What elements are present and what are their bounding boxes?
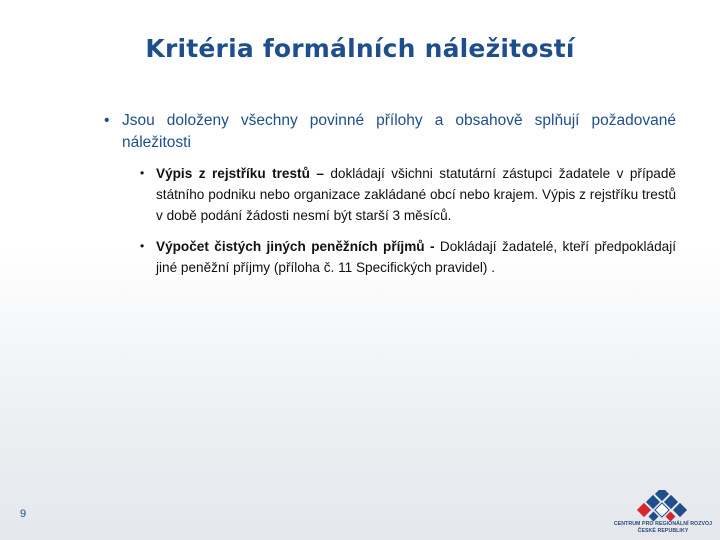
sub-bullet-text: dokládají všichni statutární zástupci žadatele v případě státního podniku nebo organizace zakládané obcí nebo krajem. Výpis z rejstříku trestů v době podání žádosti nesmí být starší 3 měsíců.: [156, 166, 676, 223]
bullet-icon: •: [104, 112, 110, 129]
sub-bullet-income: [140, 236, 676, 278]
sub-bullet-text: Dokládají žadatelé, kteří předpokládají jiné peněžní příjmy (příloha č. 11 Specifických pravidel) .: [156, 239, 676, 275]
bullet-icon: •: [140, 239, 145, 253]
sub-bullet-heading: Výpočet čistých jiných peněžních příjmů -: [156, 239, 435, 254]
main-bullet: [104, 110, 676, 154]
slide-title: Kritéria formálních náležitostí: [145, 34, 575, 63]
logo-line2: ČESKÉ REPUBLIKY: [637, 528, 689, 534]
page-number: 9: [20, 508, 27, 520]
sub-bullet-criminal-record: [140, 163, 676, 226]
logo-line1: CENTRUM PRO REGIONÁLNÍ ROZVOJ: [613, 521, 713, 527]
sub-bullet-heading: Výpis z rejstříku trestů –: [156, 166, 324, 181]
main-bullet-text: Jsou doloženy všechny povinné přílohy a obsahově splňují požadované náležitosti: [122, 112, 676, 151]
logo-text: [606, 521, 720, 535]
bullet-icon: •: [140, 166, 145, 180]
